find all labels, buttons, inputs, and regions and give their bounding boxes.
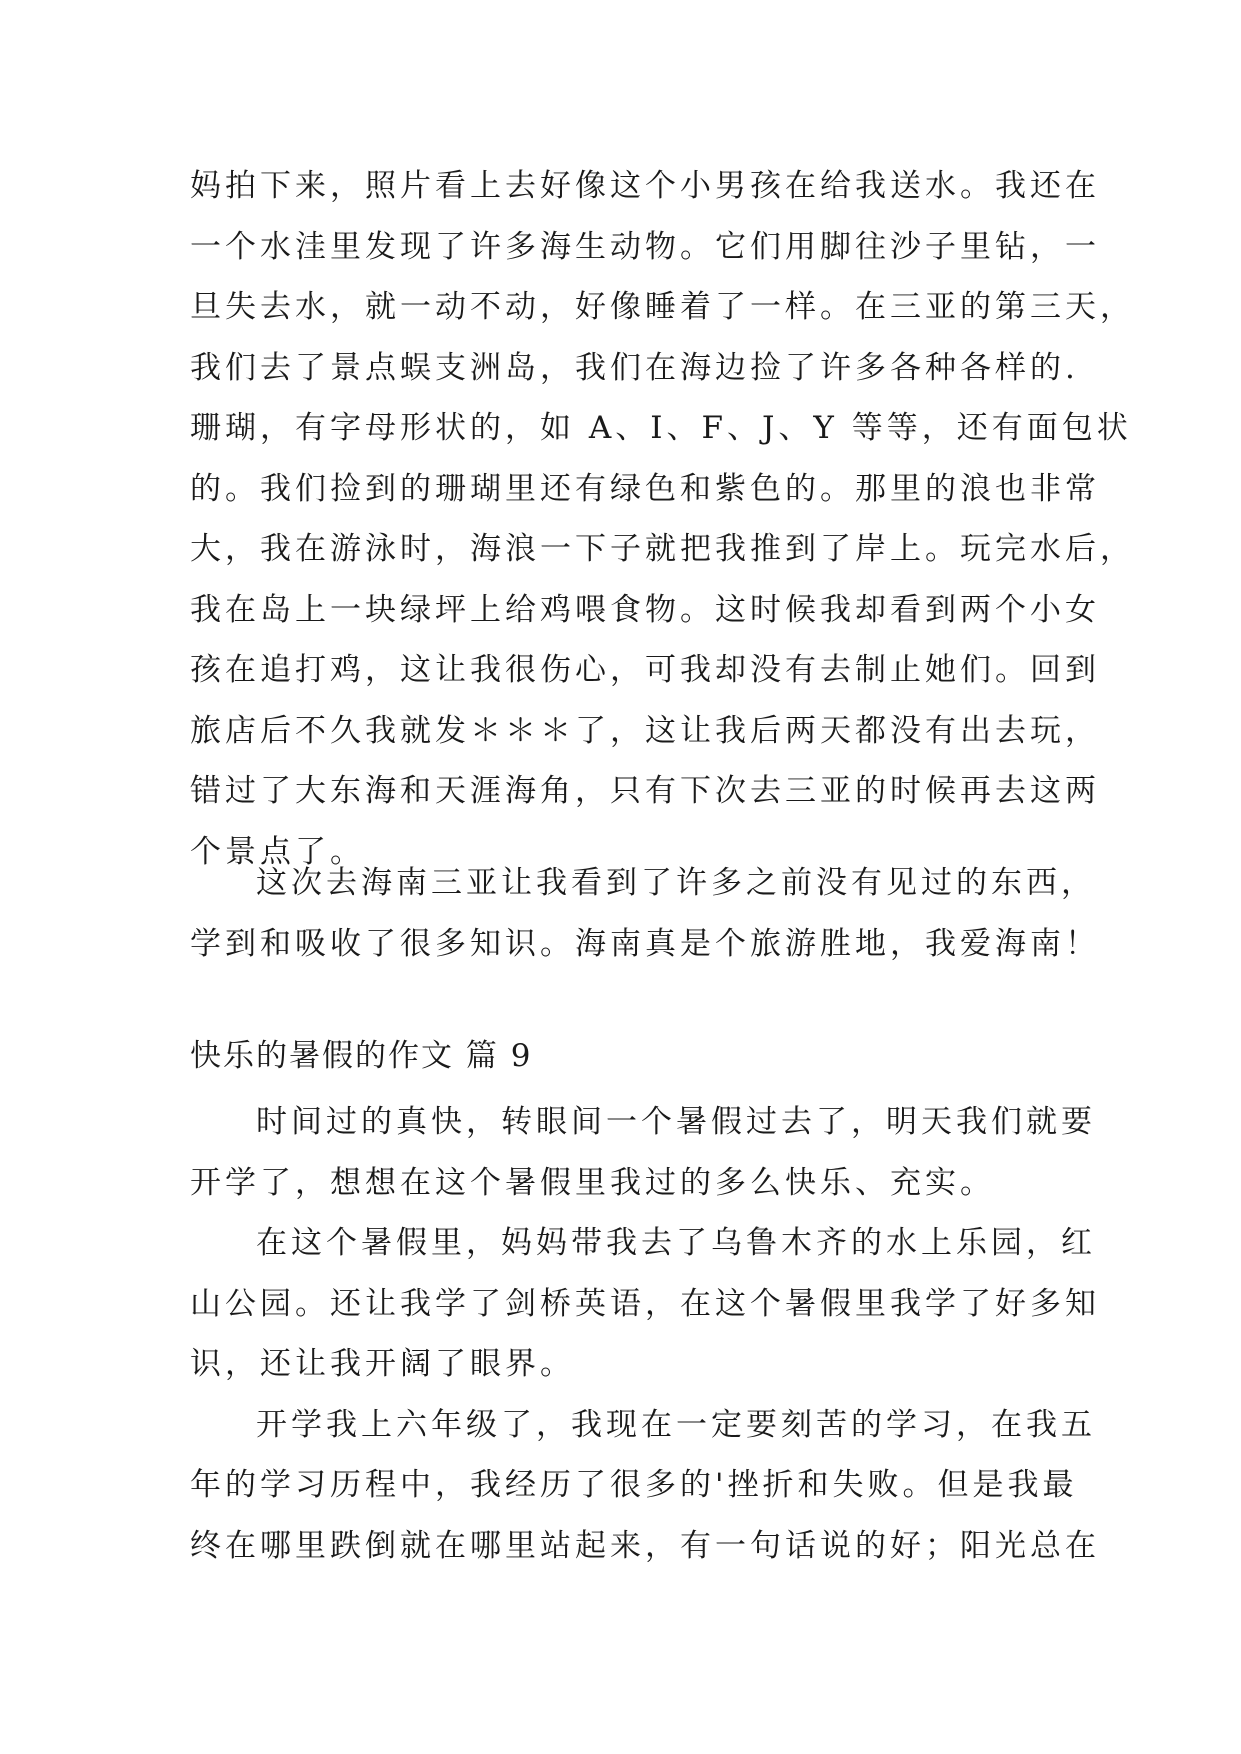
text-line: 开学我上六年级了，我现在一定要刻苦的学习，在我五 bbox=[256, 1406, 1096, 1443]
text-line: 孩在追打鸡，这让我很伤心，可我却没有去制止她们。回到 bbox=[190, 652, 1100, 688]
text-line: 个景点了。 bbox=[190, 833, 365, 870]
text-line: 学到和吸收了很多知识。海南真是个旅游胜地，我爱海南！ bbox=[190, 925, 1100, 962]
text-line: 妈拍下来，照片看上去好像这个小男孩在给我送水。我还在 bbox=[190, 168, 1100, 204]
paragraph-conclusion bbox=[190, 853, 1100, 974]
text-line: 这次去海南三亚让我看到了许多之前没有见过的东西， bbox=[256, 865, 1096, 901]
text-line: 我们去了景点蜈支洲岛，我们在海边捡了许多各种各样的. bbox=[190, 349, 1079, 386]
text-line: 错过了大东海和天涯海角，只有下次去三亚的时候再去这两 bbox=[190, 773, 1100, 809]
essay-body bbox=[190, 1092, 1100, 1576]
text-line: 时间过的真快，转眼间一个暑假过去了，明天我们就要 bbox=[256, 1104, 1096, 1140]
text-line: 一个水洼里发现了许多海生动物。它们用脚往沙子里钻，一 bbox=[190, 228, 1100, 265]
text-line: 开学了，想想在这个暑假里我过的多么快乐、充实。 bbox=[190, 1164, 995, 1201]
text-line: 我在岛上一块绿坪上给鸡喂食物。这时候我却看到两个小女 bbox=[190, 591, 1100, 628]
text-line: 终在哪里跌倒就在哪里站起来，有一句话说的好；阳光总在 bbox=[190, 1527, 1100, 1564]
text-line: 旦失去水，就一动不动，好像睡着了一样。在三亚的第三天， bbox=[190, 289, 1135, 325]
text-line: 年的学习历程中，我经历了很多的'挫折和失败。但是我最 bbox=[190, 1467, 1078, 1503]
text-line: 的。我们捡到的珊瑚里还有绿色和紫色的。那里的浪也非常 bbox=[190, 470, 1100, 507]
text-line: 珊瑚，有字母形状的，如 A、I、F、J、Y 等等，还有面包状 bbox=[190, 410, 1132, 446]
text-line: 旅店后不久我就发＊＊＊了，这让我后两天都没有出去玩， bbox=[190, 712, 1100, 749]
text-line: 山公园。还让我学了剑桥英语，在这个暑假里我学了好多知 bbox=[190, 1285, 1100, 1322]
section-heading: 快乐的暑假的作文 篇 9 bbox=[190, 1038, 533, 1074]
text-line: 在这个暑假里，妈妈带我去了乌鲁木齐的水上乐园，红 bbox=[256, 1225, 1096, 1261]
text-line: 大，我在游泳时，海浪一下子就把我推到了岸上。玩完水后， bbox=[190, 531, 1135, 567]
text-line: 识，还让我开阔了眼界。 bbox=[190, 1346, 575, 1382]
paragraph-sanya-trip bbox=[190, 156, 1135, 882]
